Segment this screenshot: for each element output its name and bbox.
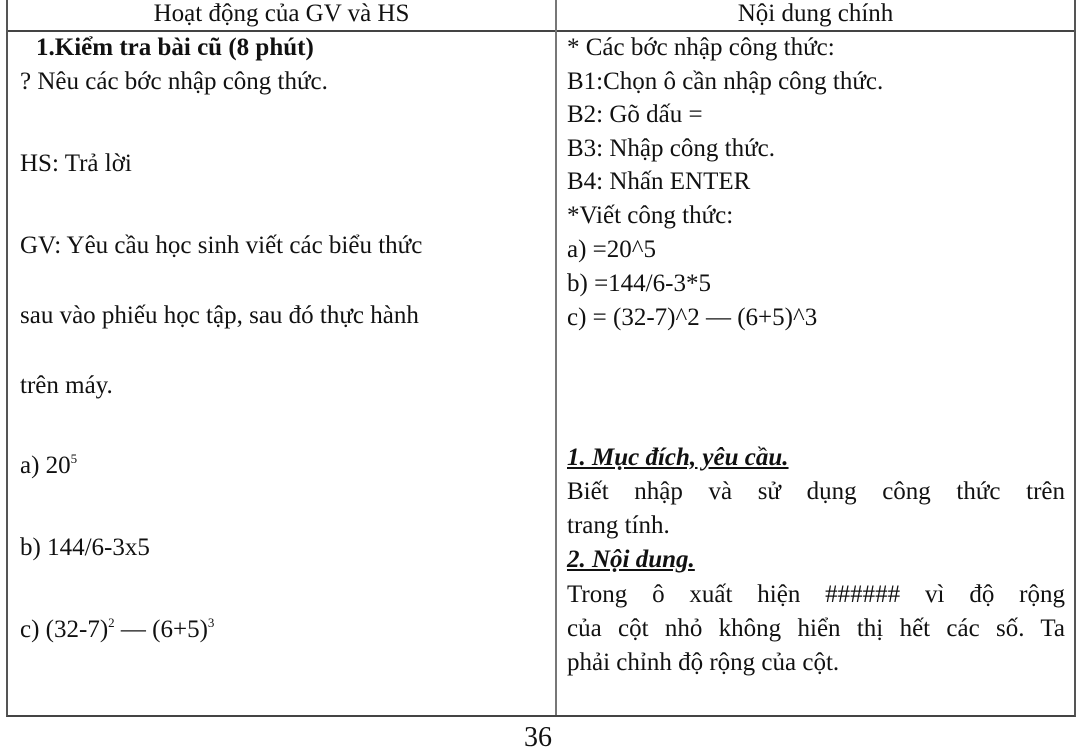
column-divider <box>555 0 557 715</box>
formulas-title: *Viết công thức: <box>567 202 734 229</box>
content-text-line-2: của cột nhỏ không hiển thị hết các số. Ta <box>567 615 1065 642</box>
expression-a <box>20 450 77 482</box>
review-question: ? Nêu các bớc nhập công thức. <box>20 68 328 95</box>
student-reply: HS: Trả lời <box>20 150 132 177</box>
content-text-line-1: Trong ô xuất hiện ###### vì độ rộng <box>567 581 1065 608</box>
lesson-table <box>6 0 1076 717</box>
header-activities: Hoạt động của GV và HS <box>153 0 410 27</box>
goal-heading: 1. Mục đích, yêu cầu. <box>567 444 789 471</box>
section-title: 1.Kiểm tra bài cũ (8 phút) <box>36 34 314 61</box>
goal-text-line-2: trang tính. <box>567 512 670 539</box>
step-4: B4: Nhấn ENTER <box>567 168 751 195</box>
step-1: B1:Chọn ô cần nhập công thức. <box>567 68 884 95</box>
formula-a: a) =20^5 <box>567 236 657 263</box>
expression-a-exponent: 5 <box>70 451 78 466</box>
content-heading: 2. Nội dung. <box>567 546 695 573</box>
formula-c: c) = (32-7)^2 — (6+5)^3 <box>567 304 818 331</box>
expression-c-exponent1: 2 <box>108 615 115 630</box>
expression-c-part1: c) (32-7) <box>20 616 109 643</box>
formula-b: b) =144/6-3*5 <box>567 270 711 297</box>
page-number: 36 <box>524 722 552 753</box>
expression-c-part2: — (6+5) <box>114 616 208 643</box>
teacher-request-line-1: GV: Yêu cầu học sinh viết các biểu thức <box>20 232 423 259</box>
step-2: B2: Gõ dấu = <box>567 101 703 128</box>
main-content-cell <box>567 32 1067 715</box>
content-text-line-3: phải chỉnh độ rộng của cột. <box>567 649 840 676</box>
goal-text-line-1: Biết nhập và sử dụng công thức trên <box>567 478 1065 505</box>
expression-c-exponent2: 3 <box>207 615 215 630</box>
teacher-request-line-2: sau vào phiếu học tập, sau đó thực hành <box>20 302 419 329</box>
activities-cell <box>20 32 550 715</box>
teacher-request-line-3: trên máy. <box>20 372 113 399</box>
step-3: B3: Nhập công thức. <box>567 135 775 162</box>
expression-c <box>20 614 214 646</box>
expression-a-base: a) 20 <box>20 452 71 479</box>
steps-title: * Các bớc nhập công thức: <box>567 34 835 61</box>
expression-b: b) 144/6-3x5 <box>20 534 150 561</box>
header-main-content: Nội dung chính <box>737 0 894 27</box>
table-header-row <box>8 0 1074 32</box>
